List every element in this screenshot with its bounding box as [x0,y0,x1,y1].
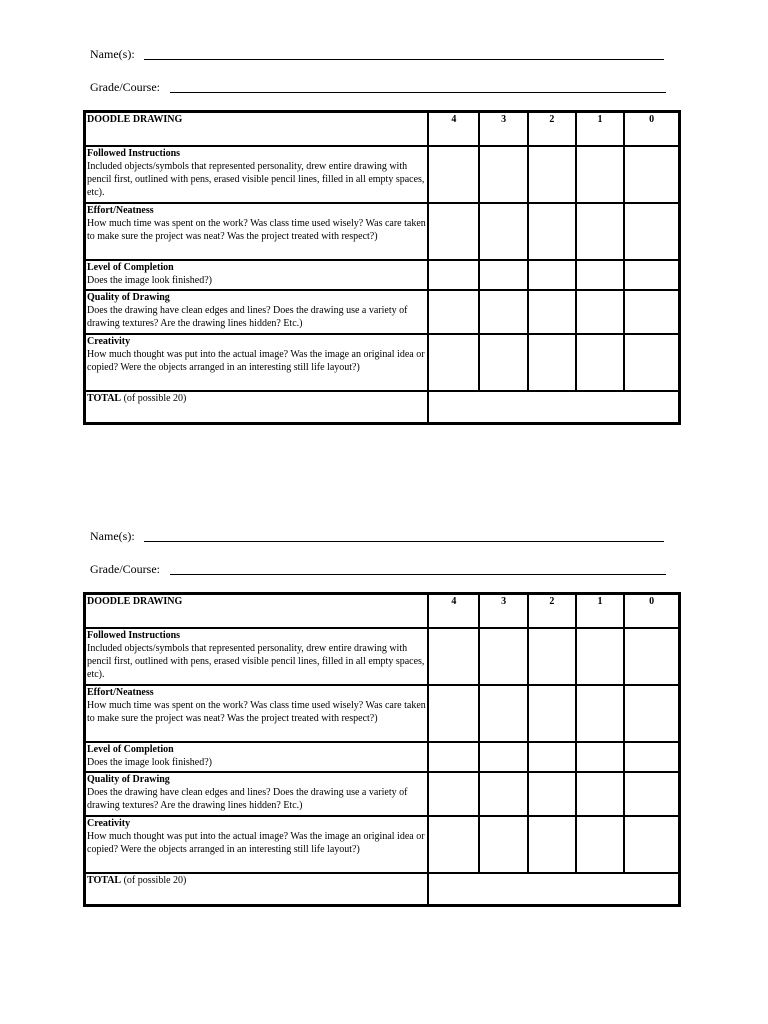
criterion-cell [85,203,429,260]
score-cell[interactable] [528,290,576,334]
total-row [85,873,680,906]
grade-course-label: Grade/Course: [90,80,160,94]
score-header-0: 0 [624,594,679,628]
criterion-description: Does the drawing have clean edges and lines? Does the drawing use a variety of drawing textures? Are the drawing lines hidden? Etc.) [87,786,408,812]
criterion-description: How much thought was put into the actual image? Was the image an original idea or copied? Were the objects arranged in an interesting still life layout?) [87,348,425,374]
criterion-cell [85,772,429,816]
criterion-row [85,203,680,260]
rubric-table [83,110,681,425]
score-cell[interactable] [576,816,624,873]
score-cell[interactable] [528,772,576,816]
criterion-title: Creativity [87,335,131,347]
total-label-cell [85,873,429,906]
score-cell[interactable] [528,816,576,873]
total-score-cell[interactable] [428,873,679,906]
score-cell[interactable] [624,772,679,816]
score-cell[interactable] [428,146,479,203]
criterion-cell [85,260,429,290]
criterion-description: How much thought was put into the actual image? Was the image an original idea or copied? Were the objects arranged in an interesting still life layout?) [87,830,425,856]
rubric-title: DOODLE DRAWING [85,594,429,628]
score-cell[interactable] [428,628,479,685]
score-cell[interactable] [576,685,624,742]
names-input-line[interactable] [144,541,664,542]
names-label: Name(s): [90,47,135,61]
score-cell[interactable] [576,146,624,203]
grade-course-input-line[interactable] [170,574,666,575]
rubric-title: DOODLE DRAWING [85,112,429,146]
criterion-title: Effort/Neatness [87,686,154,698]
score-cell[interactable] [428,203,479,260]
names-input-line[interactable] [144,59,664,60]
grade-course-label: Grade/Course: [90,562,160,576]
total-score-cell[interactable] [428,391,679,424]
score-cell[interactable] [428,742,479,772]
score-cell[interactable] [528,146,576,203]
score-cell[interactable] [576,742,624,772]
criterion-row [85,290,680,334]
criterion-description: Included objects/symbols that represented personality, drew entire drawing with pencil first, outlined with pens, erased visible pencil lines, filled in all empty spaces, etc). [87,642,425,681]
score-cell[interactable] [624,685,679,742]
criterion-title: Quality of Drawing [87,291,170,303]
criterion-description: Does the image look finished?) [87,756,212,768]
score-cell[interactable] [528,628,576,685]
criterion-row [85,334,680,391]
criterion-cell [85,816,429,873]
criterion-row [85,146,680,203]
criterion-description: Does the drawing have clean edges and lines? Does the drawing use a variety of drawing textures? Are the drawing lines hidden? Etc.) [87,304,408,330]
names-label: Name(s): [90,529,135,543]
score-cell[interactable] [428,772,479,816]
criterion-title: Quality of Drawing [87,773,170,785]
total-note: (of possible 20) [123,874,187,886]
criterion-description: How much time was spent on the work? Was class time used wisely? Was care taken to make sure the project was neat? Was the project treated with respect?) [87,217,426,243]
criterion-title: Effort/Neatness [87,204,154,216]
criterion-row [85,742,680,772]
total-row [85,391,680,424]
criterion-row [85,628,680,685]
score-header-2: 2 [528,594,576,628]
total-label: TOTAL [87,392,122,404]
score-header-4: 4 [428,112,479,146]
score-cell[interactable] [479,260,527,290]
score-header-4: 4 [428,594,479,628]
criterion-description: Does the image look finished?) [87,274,212,286]
total-label-cell [85,391,429,424]
score-cell[interactable] [528,260,576,290]
score-cell[interactable] [528,685,576,742]
criterion-title: Level of Completion [87,743,174,755]
score-cell[interactable] [624,146,679,203]
score-cell[interactable] [479,334,527,391]
score-cell[interactable] [624,203,679,260]
score-cell[interactable] [576,290,624,334]
score-cell[interactable] [479,772,527,816]
rubric-table [83,592,681,907]
criterion-description: How much time was spent on the work? Was class time used wisely? Was care taken to make sure the project was neat? Was the project treated with respect?) [87,699,426,725]
grade-course-input-line[interactable] [170,92,666,93]
score-header-3: 3 [479,112,527,146]
score-cell[interactable] [479,685,527,742]
total-note: (of possible 20) [123,392,187,404]
criterion-row [85,260,680,290]
criterion-cell [85,685,429,742]
criterion-description: Included objects/symbols that represented personality, drew entire drawing with pencil first, outlined with pens, erased visible pencil lines, filled in all empty spaces, etc). [87,160,425,199]
score-cell[interactable] [624,290,679,334]
criterion-title: Creativity [87,817,131,829]
score-cell[interactable] [479,742,527,772]
score-cell[interactable] [428,260,479,290]
score-cell[interactable] [576,772,624,816]
score-cell[interactable] [479,290,527,334]
score-cell[interactable] [624,334,679,391]
criterion-cell [85,146,429,203]
criterion-cell [85,628,429,685]
criterion-cell [85,334,429,391]
score-cell[interactable] [576,203,624,260]
criterion-title: Followed Instructions [87,147,181,159]
score-header-0: 0 [624,112,679,146]
score-cell[interactable] [576,334,624,391]
score-cell[interactable] [528,203,576,260]
criterion-title: Level of Completion [87,261,174,273]
score-header-3: 3 [479,594,527,628]
score-cell[interactable] [479,146,527,203]
score-cell[interactable] [624,260,679,290]
score-cell[interactable] [624,816,679,873]
criterion-row [85,816,680,873]
score-cell[interactable] [428,816,479,873]
score-header-2: 2 [528,112,576,146]
score-cell[interactable] [624,742,679,772]
score-cell[interactable] [528,742,576,772]
header-row [85,112,680,146]
score-cell[interactable] [428,334,479,391]
score-cell[interactable] [576,260,624,290]
score-header-1: 1 [576,112,624,146]
score-cell[interactable] [479,816,527,873]
header-row [85,594,680,628]
score-cell[interactable] [479,203,527,260]
criterion-cell [85,290,429,334]
score-header-1: 1 [576,594,624,628]
criterion-row [85,685,680,742]
score-cell[interactable] [479,628,527,685]
score-cell[interactable] [624,628,679,685]
criterion-title: Followed Instructions [87,629,181,641]
score-cell[interactable] [428,685,479,742]
score-cell[interactable] [428,290,479,334]
total-label: TOTAL [87,874,122,886]
criterion-row [85,772,680,816]
score-cell[interactable] [528,334,576,391]
score-cell[interactable] [576,628,624,685]
criterion-cell [85,742,429,772]
